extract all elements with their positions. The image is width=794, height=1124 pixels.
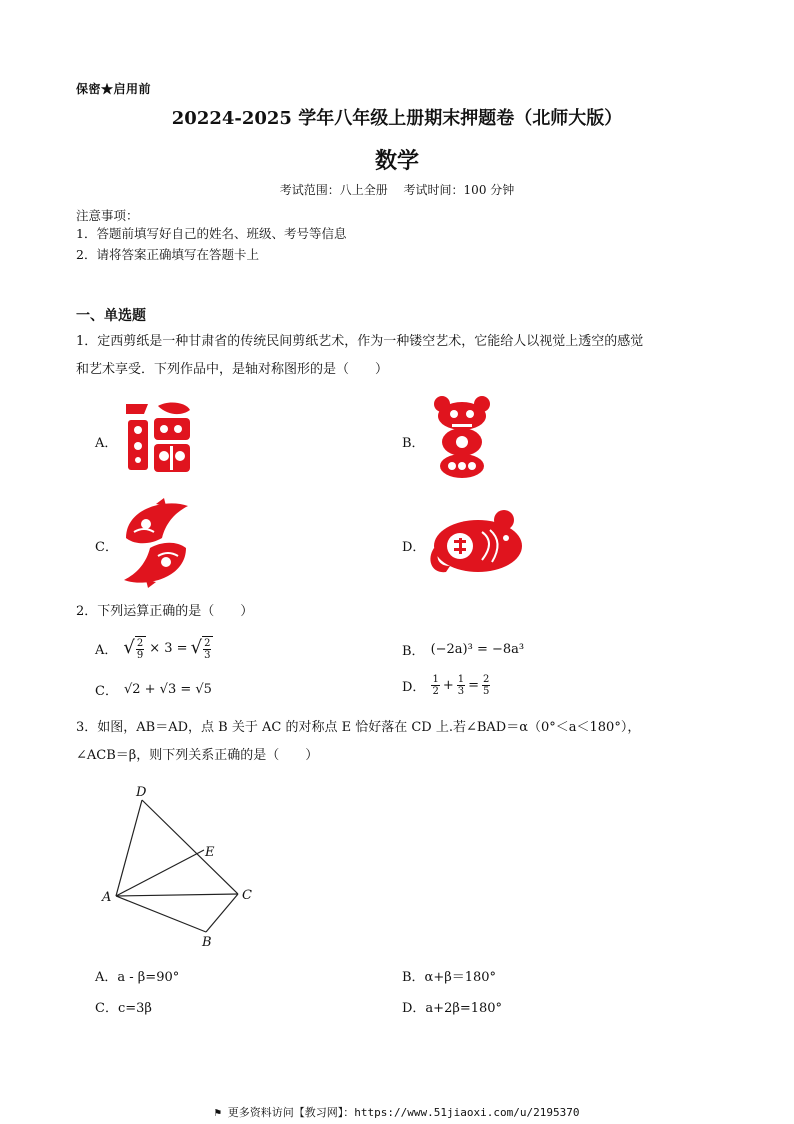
flag-icon: ⚑ bbox=[214, 1106, 228, 1119]
question-2-stem: 2．下列运算正确的是（ ） bbox=[76, 604, 254, 619]
exam-time: 考试时间：100 分钟 bbox=[403, 183, 515, 197]
fu-character-papercut-image bbox=[118, 398, 198, 478]
fraction-numerator: 1 bbox=[457, 674, 465, 685]
q2-option-a bbox=[95, 636, 213, 661]
formula-operator: × 3 = bbox=[149, 641, 188, 656]
geometry-figure bbox=[96, 780, 266, 952]
fraction-denominator: 5 bbox=[483, 686, 490, 697]
q1-option-d-label: D． bbox=[402, 540, 426, 555]
point-label-c: C bbox=[242, 888, 252, 903]
lion-papercut-image bbox=[428, 394, 496, 480]
q3-option-c: C．c=3β bbox=[95, 1001, 152, 1016]
q2-option-c-formula: √2 + √3 = √5 bbox=[123, 682, 212, 697]
footer-link[interactable] bbox=[0, 1104, 794, 1120]
fraction-denominator: 3 bbox=[457, 686, 465, 697]
exam-title: 20224-2025 学年八年级上册期末押题卷（北师大版） bbox=[171, 108, 623, 129]
q3-option-a: A．a - β=90° bbox=[95, 970, 180, 985]
q2-option-b bbox=[402, 640, 524, 659]
q1-option-b-label: B． bbox=[402, 436, 425, 451]
q2-option-b-formula: (−2a)³ = −8a³ bbox=[430, 642, 525, 657]
exam-info bbox=[0, 181, 794, 198]
question-1-line-1: 1．定西剪纸是一种甘肃省的传统民间剪纸艺术，作为一种镂空艺术，它能给人以视觉上透空的感觉 bbox=[76, 334, 644, 349]
notes-title: 注意事项： bbox=[76, 208, 139, 223]
q1-option-c-label: C． bbox=[95, 540, 118, 555]
q2-option-a-label: A． bbox=[95, 643, 118, 658]
fraction-denominator: 9 bbox=[136, 650, 144, 661]
fraction-denominator: 3 bbox=[204, 650, 211, 661]
formula-operator: + bbox=[442, 678, 454, 693]
point-label-e: E bbox=[205, 845, 215, 860]
fraction-numerator: 2 bbox=[204, 638, 211, 649]
fraction-numerator: 2 bbox=[483, 674, 490, 685]
fraction-denominator: 2 bbox=[432, 686, 439, 697]
formula-operator: = bbox=[468, 678, 479, 693]
birds-papercut-image bbox=[116, 498, 196, 588]
section-heading: 一、单选题 bbox=[76, 308, 146, 324]
q2-option-d bbox=[402, 674, 490, 697]
confidential-label: 保密★启用前 bbox=[76, 82, 152, 96]
question-3-line-1: 3．如图，AB＝AD，点 B 关于 AC 的对称点 E 恰好落在 CD 上.若∠BAD＝α（0°＜a＜180°）， bbox=[76, 720, 641, 735]
point-label-a: A bbox=[102, 890, 112, 905]
q3-option-b: B．α+β＝180° bbox=[402, 970, 497, 985]
fraction-numerator: 2 bbox=[136, 638, 144, 649]
footer-text: 更多资料访问【教习网】：https://www.51jiaoxi.com/u/2195370 bbox=[227, 1106, 580, 1119]
subject-title: 数学 bbox=[374, 148, 419, 174]
q2-option-d-formula bbox=[431, 674, 490, 697]
question-1-line-2: 和艺术享受．下列作品中，是轴对称图形的是（ ） bbox=[76, 362, 389, 377]
q3-option-d: D．a+2β=180° bbox=[402, 1001, 503, 1016]
q2-option-b-label: B． bbox=[402, 644, 425, 659]
mouse-papercut-image bbox=[426, 508, 530, 578]
point-label-b: B bbox=[202, 935, 212, 950]
question-3-line-2: ∠ACB＝β，则下列关系正确的是（ ） bbox=[76, 748, 319, 763]
q2-option-c bbox=[95, 680, 212, 699]
point-label-d: D bbox=[136, 785, 147, 800]
note-item: 2．请将答案正确填写在答题卡上 bbox=[76, 247, 259, 262]
note-item: 1．答题前填写好自己的姓名、班级、考号等信息 bbox=[76, 226, 347, 241]
exam-scope: 考试范围：八上全册 bbox=[279, 183, 388, 197]
fraction-numerator: 1 bbox=[432, 674, 439, 685]
q2-option-a-formula: √ $\frac{2}{9}$ × 3 = √ $\frac{2}{3}$ bbox=[123, 636, 213, 661]
q1-option-a-label: A． bbox=[95, 436, 118, 451]
q2-option-c-label: C． bbox=[95, 684, 118, 699]
q2-option-d-label: D． bbox=[402, 680, 426, 695]
